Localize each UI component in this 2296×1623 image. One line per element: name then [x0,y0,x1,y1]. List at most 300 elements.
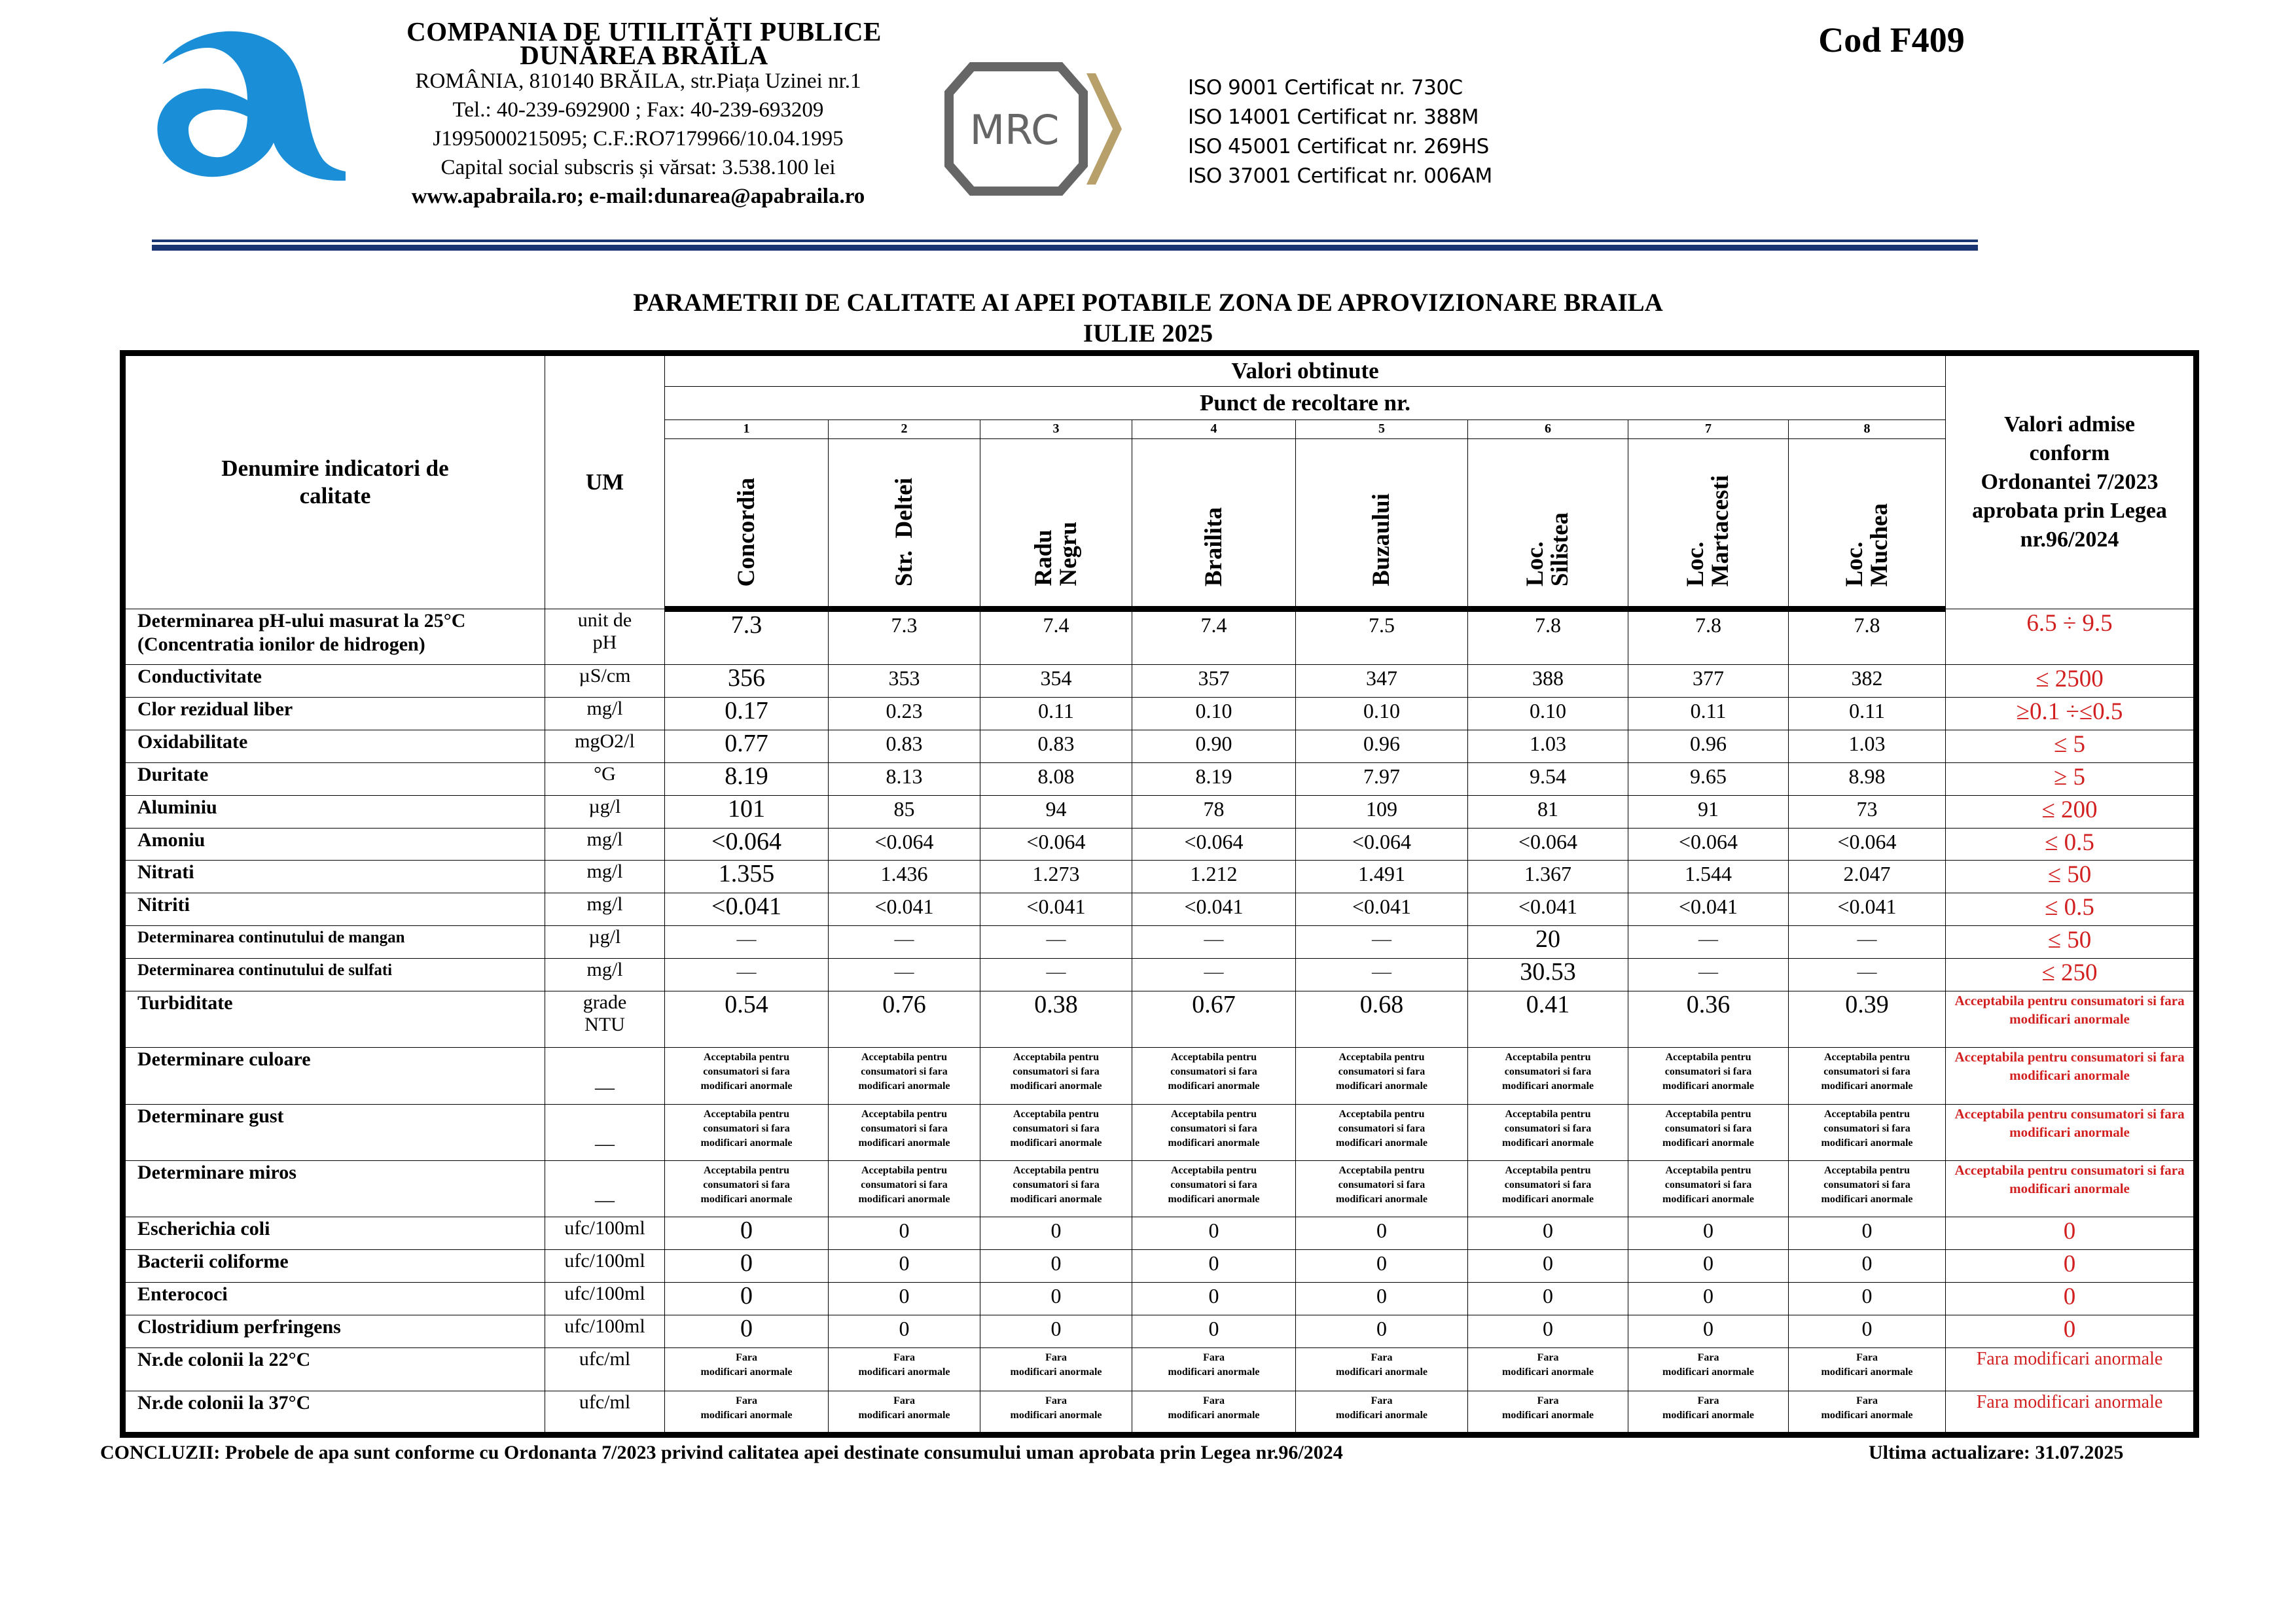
unit [545,698,665,730]
indicator-name [123,762,545,795]
unit [545,828,665,861]
value-note [980,1161,1132,1217]
value-cell: — [665,926,829,959]
value-cell: 0 [1789,1250,1946,1283]
value-cell: 1.355 [665,861,829,893]
value-cell: 0 [665,1315,829,1347]
value-note-line: Acceptabila pentru [1338,1165,1425,1177]
admis-value: 0 [1946,1283,2197,1315]
indicator-name-line: Duritate [137,763,209,785]
point-name-cell [1296,438,1468,609]
header-admis [1946,353,2197,609]
unit-line: ufc/100ml [564,1283,645,1305]
company-registry: J1995000215095; C.F.:RO7179966/10.04.1995 [433,127,844,151]
value-cell: 0.10 [1468,698,1628,730]
value-note-line: Fara [1537,1395,1559,1407]
value-cell: 377 [1628,665,1789,698]
indicator-name-line: Determinare miros [137,1162,296,1184]
unit-line: mg/l [586,828,623,850]
table-row [123,1283,2197,1315]
value-note-line: consumatori si fara [1013,1179,1100,1191]
value-note-line: Acceptabila pentru [861,1108,948,1120]
value-cell: 0 [1468,1250,1628,1283]
admis-value: ≤ 50 [1946,926,2197,959]
value-note [1628,1161,1789,1217]
value-note [1468,1104,1628,1160]
point-name-text: Loc. Muchea [1840,503,1893,587]
value-note-line: consumatori si fara [703,1066,790,1078]
value-cell: 0 [1628,1315,1789,1347]
admis-value: ≤ 2500 [1946,665,2197,698]
indicator-name-line: Determinarea pH-ului masurat la 25°C [137,610,466,632]
iso-certifications [1188,73,1492,191]
value-note-line: Fara [893,1351,915,1363]
value-note-line: modificari anormale [1502,1080,1594,1092]
table-row [123,1347,2197,1391]
value-cell: 8.19 [1132,762,1296,795]
admis-value: Acceptabila pentru consumatori si fara modificari anormale [1946,1161,2197,1217]
value-note [1296,1347,1468,1391]
value-cell: 354 [980,665,1132,698]
value-note-line: Fara [736,1351,757,1363]
value-note-line: modificari anormale [1662,1410,1754,1421]
value-note-line: Fara [1537,1351,1559,1363]
indicator-name [123,1347,545,1391]
value-note-line: Acceptabila pentru [1170,1108,1257,1120]
indicator-name-line: Determinare culoare [137,1048,311,1071]
value-cell: — [1132,926,1296,959]
iso-line: ISO 45001 Certificat nr. 269HS [1188,135,1489,158]
admis-value: Acceptabila pentru consumatori si fara modificari anormale [1946,991,2197,1047]
value-note-line: modificari anormale [1336,1080,1427,1092]
point-name [1369,493,1394,586]
value-cell: <0.064 [1628,828,1789,861]
value-cell: 0 [829,1283,980,1315]
value-cell: 9.54 [1468,762,1628,795]
value-note-line: modificari anormale [1821,1080,1913,1092]
value-cell: 0.54 [665,991,829,1047]
indicator-name [123,698,545,730]
value-note-line: modificari anormale [700,1194,793,1205]
value-note-line: Fara [1203,1351,1225,1363]
indicator-name [123,1250,545,1283]
value-note-line: modificari anormale [858,1080,950,1092]
value-cell: 0 [1789,1217,1946,1250]
unit-line: ufc/100ml [564,1217,645,1240]
value-cell: 8.13 [829,762,980,795]
unit-line: NTU [584,1013,625,1035]
value-cell: 30.53 [1468,958,1628,991]
unit-line: °G [594,762,616,785]
unit [545,1283,665,1315]
admis-value: ≤ 0.5 [1946,828,2197,861]
company-address: ROMÂNIA, 810140 BRĂILA, str.Piața Uzinei nr.1 [415,69,861,93]
value-cell: 94 [980,795,1132,828]
value-note-line: modificari anormale [1662,1366,1754,1378]
value-note [1789,1347,1946,1391]
value-note [980,1048,1132,1104]
unit-line: — [595,1189,615,1211]
value-note-line: modificari anormale [1168,1137,1260,1149]
indicator-name-line: Enterococi [137,1283,228,1306]
value-cell: 0.68 [1296,991,1468,1047]
unit [545,991,665,1047]
admis-value: 6.5 ÷ 9.5 [1946,609,2197,665]
value-note-line: modificari anormale [1010,1410,1102,1421]
value-cell: 2.047 [1789,861,1946,893]
iso-line: ISO 9001 Certificat nr. 730C [1188,76,1463,99]
point-number: 7 [1628,419,1789,438]
admis-value: Fara modificari anormale [1946,1347,2197,1391]
value-note-line: Acceptabila pentru [1338,1052,1425,1063]
value-note [1628,1104,1789,1160]
value-note-line: consumatori si fara [1504,1179,1592,1191]
header-indicator-label: Denumire indicatori de calitate [221,455,449,509]
indicator-name-line: Nr.de colonii la 37°C [137,1392,311,1414]
value-note-line: consumatori si fara [1338,1066,1426,1078]
unit-line: ufc/ml [579,1347,631,1370]
company-web: www.apabraila.ro; e-mail:dunarea@apabraila.ro [411,185,865,208]
unit [545,1104,665,1160]
header-rule-thick [152,245,1978,251]
value-note-line: Acceptabila pentru [1823,1052,1910,1063]
value-cell: 0 [1628,1217,1789,1250]
value-cell: 81 [1468,795,1628,828]
value-note-line: consumatori si fara [1664,1066,1752,1078]
indicator-name [123,1283,545,1315]
indicator-name-line: Amoniu [137,829,206,851]
unit [545,861,665,893]
unit [545,1250,665,1283]
value-cell: <0.064 [1789,828,1946,861]
value-note-line: consumatori si fara [1823,1179,1910,1191]
value-note [1789,1391,1946,1435]
mrc-logo-text: MRC [969,106,1060,154]
value-cell: 0.41 [1468,991,1628,1047]
value-cell: 0 [1296,1315,1468,1347]
mrc-logo [936,60,1126,198]
value-cell: 101 [665,795,829,828]
value-cell: 7.4 [1132,609,1296,665]
unit-line: pH [592,632,617,654]
value-note-line: modificari anormale [1010,1194,1102,1205]
value-cell: 0.76 [829,991,980,1047]
value-cell: 0 [1296,1217,1468,1250]
value-note-line: modificari anormale [1502,1137,1594,1149]
table-row [123,1048,2197,1104]
value-note-line: modificari anormale [1168,1366,1260,1378]
value-note-line: consumatori si fara [1170,1122,1257,1134]
value-cell: 0.10 [1132,698,1296,730]
indicator-name-line: Bacterii coliforme [137,1251,289,1273]
unit-line: µg/l [588,795,621,817]
unit [545,1161,665,1217]
value-cell: 0 [980,1283,1132,1315]
value-cell: 0 [1789,1283,1946,1315]
value-cell: 347 [1296,665,1468,698]
value-note-line: Fara [1371,1395,1393,1407]
value-note-line: modificari anormale [1336,1137,1427,1149]
value-cell: — [1789,926,1946,959]
table-row [123,1391,2197,1435]
value-note-line: modificari anormale [1502,1366,1594,1378]
value-note [1628,1347,1789,1391]
indicator-name [123,1391,545,1435]
value-note-line: Fara [1203,1395,1225,1407]
company-info [363,16,913,211]
indicator-name-line: Aluminiu [137,796,217,818]
point-name-text: Buzaului [1368,493,1395,587]
unit-line: — [595,1133,615,1155]
value-note [1468,1048,1628,1104]
point-name [1523,512,1573,586]
value-note [1296,1104,1468,1160]
table-row [123,762,2197,795]
indicator-name [123,1104,545,1160]
value-note [1468,1391,1628,1435]
page-title: PARAMETRII DE CALITATE AI APEI POTABILE ZONA DE APROVIZIONARE BRAILA [633,289,1663,317]
value-note-line: modificari anormale [1821,1137,1913,1149]
value-note-line: Acceptabila pentru [1665,1165,1751,1177]
indicator-name [123,730,545,763]
value-note [665,1048,829,1104]
indicator-name [123,1048,545,1104]
quality-table [120,350,2193,1438]
point-number: 8 [1789,419,1946,438]
value-cell: 91 [1628,795,1789,828]
value-cell: 0.90 [1132,730,1296,763]
value-note-line: consumatori si fara [861,1122,948,1134]
table-row [123,698,2197,730]
value-cell: 0.36 [1628,991,1789,1047]
value-cell: 0.83 [980,730,1132,763]
value-note-line: Fara [1371,1351,1393,1363]
value-cell: 0 [1296,1283,1468,1315]
value-note [829,1104,980,1160]
admis-value: 0 [1946,1250,2197,1283]
value-cell: <0.064 [1468,828,1628,861]
admis-value: ≤ 5 [1946,730,2197,763]
indicator-name-line: Conductivitate [137,666,262,688]
value-cell: 0.83 [829,730,980,763]
value-cell: <0.064 [980,828,1132,861]
value-cell: 0 [1132,1217,1296,1250]
value-cell: 0 [1468,1217,1628,1250]
value-note-line: modificari anormale [1821,1366,1913,1378]
indicator-name-line: Determinarea continutului de mangan [137,929,405,947]
conclusion: CONCLUZII: Probele de apa sunt conforme cu Ordonanta 7/2023 privind calitatea apei destinate consumului uman aprobata prin Legea nr.96/2024 [100,1442,1343,1463]
unit [545,609,665,665]
indicator-name-line: Nitrati [137,861,194,883]
unit-line: mgO2/l [575,730,635,753]
value-note-line: modificari anormale [1168,1194,1260,1205]
value-cell: 8.08 [980,762,1132,795]
value-cell: 73 [1789,795,1946,828]
value-note-line: Acceptabila pentru [703,1165,790,1177]
table-row [123,861,2197,893]
value-note [1132,1104,1296,1160]
unit-line: µg/l [588,926,621,948]
value-note-line: Acceptabila pentru [1665,1052,1751,1063]
value-note-line: modificari anormale [858,1410,950,1421]
value-cell: <0.041 [829,893,980,926]
value-note [1132,1347,1296,1391]
value-note [829,1391,980,1435]
value-note-line: modificari anormale [700,1080,793,1092]
value-note-line: consumatori si fara [1338,1179,1426,1191]
value-note-line: modificari anormale [1336,1366,1427,1378]
value-cell: 0 [1628,1250,1789,1283]
value-note-line: Fara [1856,1351,1878,1363]
value-note [665,1104,829,1160]
indicator-name [123,861,545,893]
value-cell: 7.4 [980,609,1132,665]
indicator-name [123,609,545,665]
point-name [892,478,917,586]
value-note-line: consumatori si fara [1170,1179,1257,1191]
company-name: COMPANIA DE UTILITĂȚI PUBLICE [406,16,882,46]
value-note-line: consumatori si fara [1170,1066,1257,1078]
value-note [1132,1391,1296,1435]
admis-value: ≤ 50 [1946,861,2197,893]
table-row [123,926,2197,959]
value-note-line: consumatori si fara [861,1179,948,1191]
header-um: UM [545,353,665,609]
value-note-line: Acceptabila pentru [1823,1108,1910,1120]
point-name-text: Loc. Martacesti [1682,474,1734,587]
value-note-line: Fara [1856,1395,1878,1407]
table-row [123,730,2197,763]
company-logo-icon [149,18,346,182]
admis-value: Acceptabila pentru consumatori si fara modificari anormale [1946,1048,2197,1104]
unit-line: ufc/100ml [564,1250,645,1272]
unit-line: mg/l [586,698,623,720]
value-cell: — [829,926,980,959]
admis-header-line: Valori admise [2004,412,2135,437]
table-row [123,1104,2197,1160]
value-cell: — [1628,926,1789,959]
point-name-text: Concordia [732,477,760,587]
unit [545,1217,665,1250]
admis-header-line: Ordonantei 7/2023 [1981,470,2159,495]
point-name-cell [665,438,829,609]
value-cell: <0.041 [1789,893,1946,926]
value-cell: 0.96 [1628,730,1789,763]
value-note-line: modificari anormale [700,1366,793,1378]
value-note-line: consumatori si fara [1504,1066,1592,1078]
company-name-2: DUNĂREA BRĂILA [520,40,768,70]
admis-value: Fara modificari anormale [1946,1391,2197,1435]
value-cell: — [1132,958,1296,991]
unit [545,795,665,828]
value-note-line: Acceptabila pentru [1013,1108,1100,1120]
table-row [123,1315,2197,1347]
value-cell: — [1296,926,1468,959]
point-name-text: Str. Deltei [890,477,918,587]
table-row [123,609,2197,665]
value-note-line: Acceptabila pentru [1170,1052,1257,1063]
value-note [829,1347,980,1391]
unit [545,1315,665,1347]
unit-line: mg/l [586,861,623,883]
value-cell: 0.67 [1132,991,1296,1047]
indicator-name [123,926,545,959]
iso-line: ISO 14001 Certificat nr. 388M [1188,105,1479,129]
value-note-line: consumatori si fara [1504,1122,1592,1134]
value-note [980,1347,1132,1391]
value-note [829,1048,980,1104]
value-note [1132,1161,1296,1217]
value-note-line: Acceptabila pentru [861,1165,948,1177]
point-name-cell [1628,438,1789,609]
point-name-cell [829,438,980,609]
value-note-line: modificari anormale [1662,1137,1754,1149]
unit-line: µS/cm [579,665,631,687]
value-note [1296,1048,1468,1104]
point-name [734,478,759,587]
value-cell: 0 [829,1315,980,1347]
value-note-line: Acceptabila pentru [1823,1165,1910,1177]
value-note [1468,1347,1628,1391]
value-note-line: consumatori si fara [861,1066,948,1078]
value-cell: 0 [1296,1250,1468,1283]
value-cell: 7.8 [1468,609,1628,665]
value-cell: 0 [665,1217,829,1250]
admis-value: Acceptabila pentru consumatori si fara modificari anormale [1946,1104,2197,1160]
value-cell: 1.367 [1468,861,1628,893]
table-row [123,1250,2197,1283]
value-note [980,1391,1132,1435]
table-row [123,665,2197,698]
value-note-line: Acceptabila pentru [1505,1052,1591,1063]
value-cell: 1.491 [1296,861,1468,893]
iso-line: ISO 37001 Certificat nr. 006AM [1188,164,1492,188]
value-cell: 357 [1132,665,1296,698]
value-note [829,1161,980,1217]
admis-value: 0 [1946,1217,2197,1250]
point-number: 6 [1468,419,1628,438]
table-row [123,1161,2197,1217]
value-note [1628,1048,1789,1104]
indicator-name-line: (Concentratia ionilor de hidrogen) [137,633,425,656]
value-cell: 0.39 [1789,991,1946,1047]
value-note [1628,1391,1789,1435]
value-cell: — [1789,958,1946,991]
unit [545,1347,665,1391]
point-name [1202,507,1227,586]
value-cell: 7.97 [1296,762,1468,795]
value-note-line: Acceptabila pentru [1013,1052,1100,1063]
company-phone: Tel.: 40-239-692900 ; Fax: 40-239-693209 [452,98,824,122]
indicator-name-line: Determinare gust [137,1105,284,1127]
value-cell: 0.77 [665,730,829,763]
unit-line: mg/l [586,893,623,916]
admis-header-line: nr.96/2024 [2020,527,2119,552]
value-note [1468,1161,1628,1217]
value-cell: 0 [980,1315,1132,1347]
value-note-line: consumatori si fara [1013,1066,1100,1078]
indicator-name [123,1217,545,1250]
value-note [980,1104,1132,1160]
value-cell: 20 [1468,926,1628,959]
unit-line: ufc/ml [579,1391,631,1414]
value-note-line: modificari anormale [858,1137,950,1149]
value-note-line: Acceptabila pentru [1665,1108,1751,1120]
value-cell: 0.96 [1296,730,1468,763]
indicator-name-line: Escherichia coli [137,1218,270,1240]
indicator-name-line: Nitriti [137,894,190,916]
header-indicator [123,353,545,609]
